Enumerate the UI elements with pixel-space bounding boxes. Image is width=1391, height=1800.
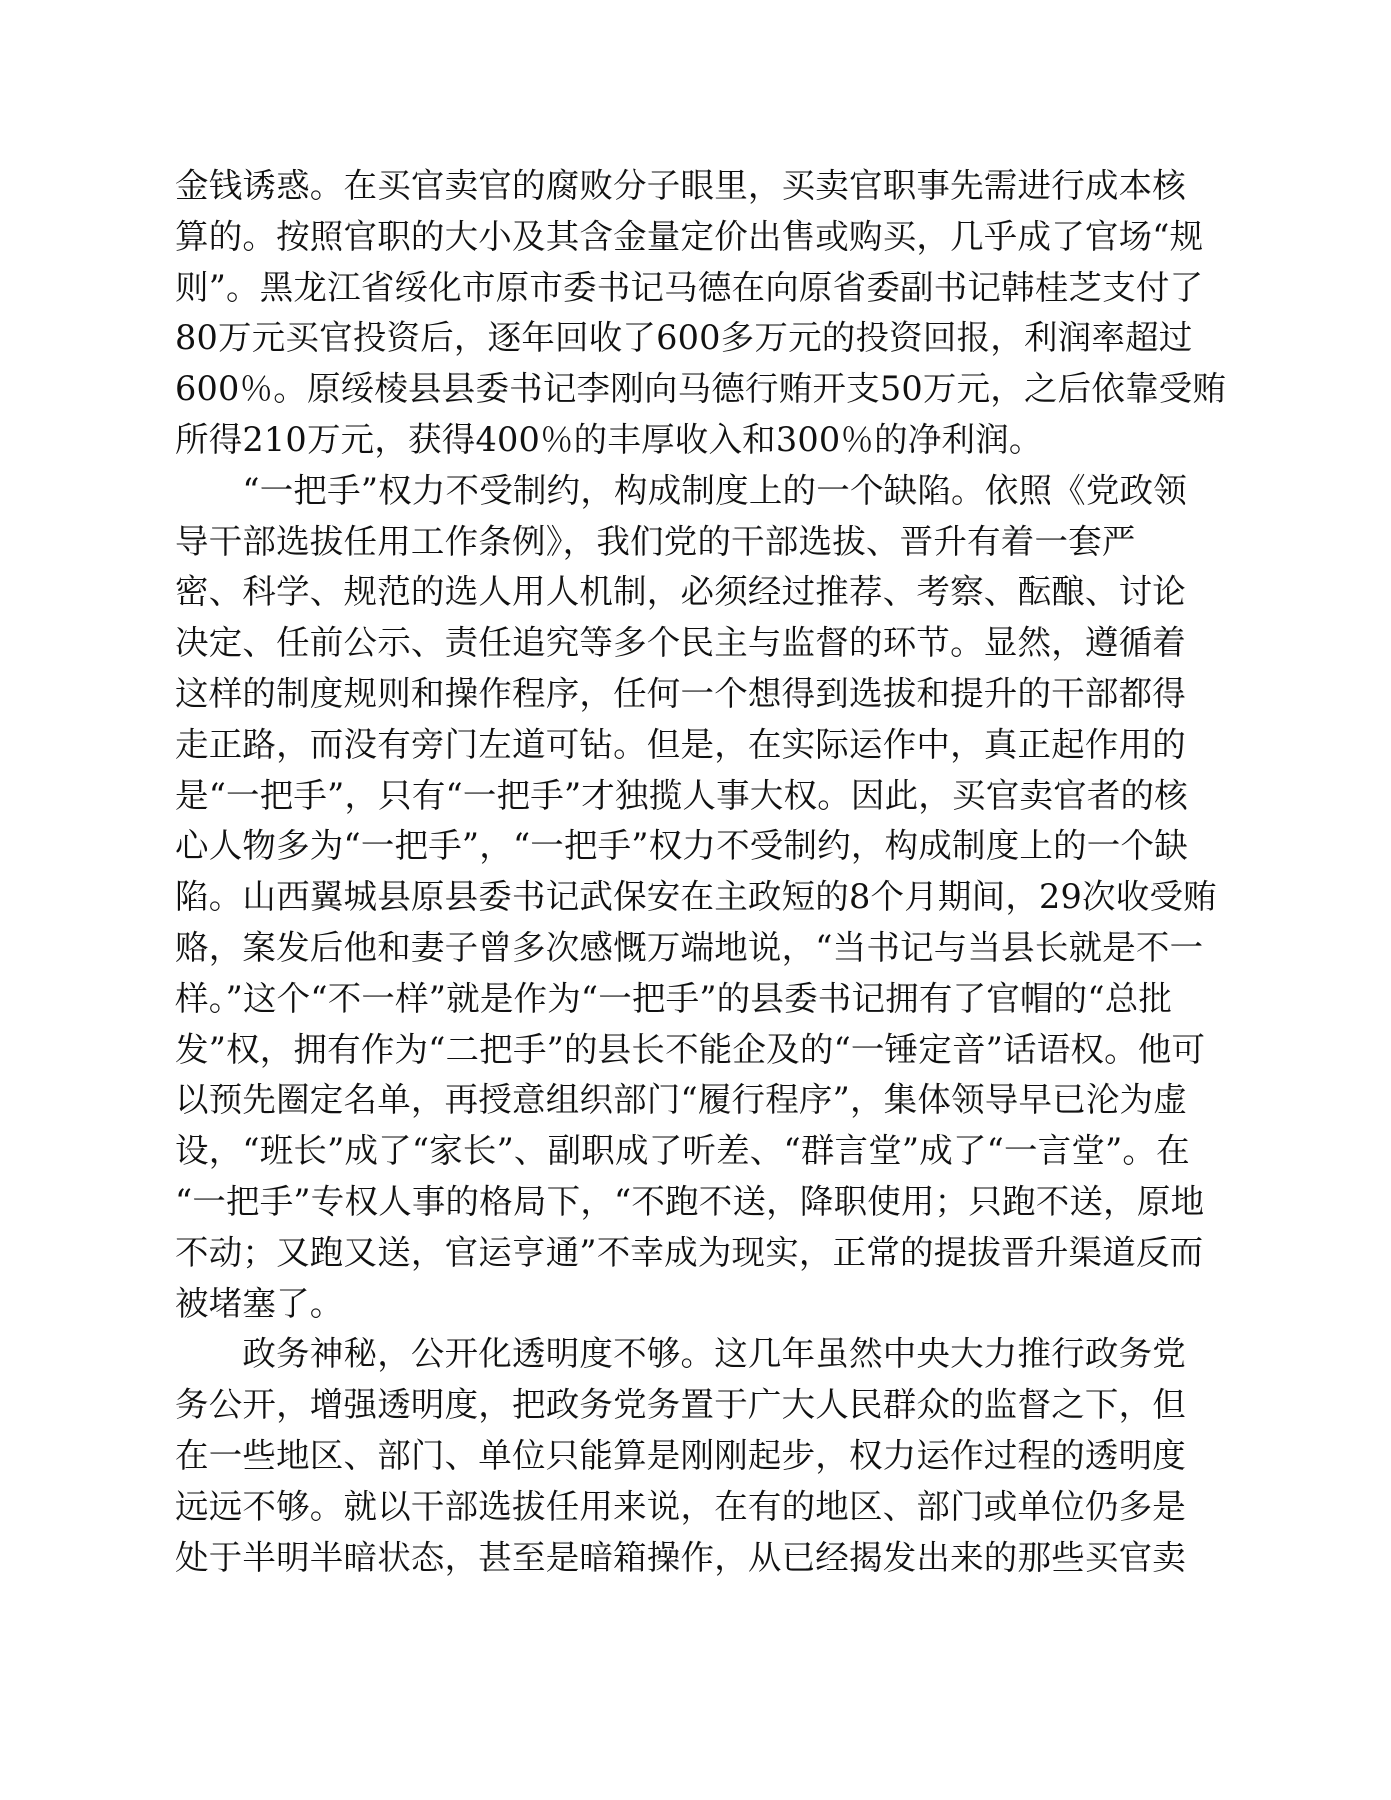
text-line: 600％。原绥棱县县委书记李刚向马德行贿开支50万元，之后依靠受贿 bbox=[175, 369, 1227, 409]
text-line: 导干部选拔任用工作条例》，我们党的干部选拔、晋升有着一套严 bbox=[175, 521, 1136, 561]
text-line: 决定、任前公示、责任追究等多个民主与监督的环节。显然，遵循着 bbox=[175, 623, 1186, 663]
paragraph-3 bbox=[175, 1329, 1225, 1583]
text-line: 远远不够。就以干部选拔任用来说，在有的地区、部门或单位仍多是 bbox=[175, 1486, 1186, 1526]
body-text bbox=[175, 161, 1225, 1583]
text-line: 则”。黑龙江省绥化市原市委书记马德在向原省委副书记韩桂芝支付了 bbox=[175, 267, 1204, 307]
text-line: 处于半明半暗状态，甚至是暗箱操作，从已经揭发出来的那些买官卖 bbox=[175, 1537, 1186, 1577]
text-line: 设，“班长”成了“家长”、副职成了听差、“群言堂”成了“一言堂”。在 bbox=[175, 1131, 1190, 1171]
text-line: 这样的制度规则和操作程序，任何一个想得到选拔和提升的干部都得 bbox=[175, 673, 1186, 713]
text-line: 80万元买官投资后，逐年回收了600多万元的投资回报，利润率超过 bbox=[175, 318, 1193, 358]
text-line: 被堵塞了。 bbox=[175, 1283, 344, 1323]
paragraph-2 bbox=[175, 466, 1225, 1330]
text-line: 赂，案发后他和妻子曾多次感慨万端地说，“当书记与当县长就是不一 bbox=[175, 927, 1204, 967]
text-line: “一把手”专权人事的格局下，“不跑不送，降职使用；只跑不送，原地 bbox=[175, 1181, 1205, 1221]
text-line: 密、科学、规范的选人用人机制，必须经过推荐、考察、酝酿、讨论 bbox=[175, 572, 1186, 612]
paragraph-1 bbox=[175, 161, 1225, 466]
text-line: 是“一把手”，只有“一把手”才独揽人事大权。因此，买官卖官者的核 bbox=[175, 775, 1188, 815]
text-line: 在一些地区、部门、单位只能算是刚刚起步，权力运作过程的透明度 bbox=[175, 1435, 1186, 1475]
text-line: 陷。山西翼城县原县委书记武保安在主政短的8个月期间，29次收受贿 bbox=[175, 877, 1217, 917]
text-line: “一把手”权力不受制约，构成制度上的一个缺陷。依照《党政领 bbox=[175, 470, 1187, 510]
text-line: 所得210万元，获得400％的丰厚收入和300％的净利润。 bbox=[175, 419, 1043, 459]
text-line: 算的。按照官职的大小及其含金量定价出售或购买，几乎成了官场“规 bbox=[175, 216, 1204, 256]
text-line: 务公开，增强透明度，把政务党务置于广大人民群众的监督之下，但 bbox=[175, 1385, 1186, 1425]
text-line: 样。”这个“不一样”就是作为“一把手”的县委书记拥有了官帽的“总批 bbox=[175, 978, 1173, 1018]
text-line: 心人物多为“一把手”，“一把手”权力不受制约，构成制度上的一个缺 bbox=[175, 826, 1188, 866]
text-line: 不动；又跑又送，官运亨通”不幸成为现实，正常的提拔晋升渠道反而 bbox=[175, 1232, 1204, 1272]
text-line: 政务神秘，公开化透明度不够。这几年虽然中央大力推行政务党 bbox=[175, 1334, 1186, 1374]
text-line: 以预先圈定名单，再授意组织部门“履行程序”，集体领导早已沦为虚 bbox=[175, 1080, 1187, 1120]
text-line: 金钱诱惑。在买官卖官的腐败分子眼里，买卖官职事先需进行成本核 bbox=[175, 166, 1186, 205]
text-line: 发”权，拥有作为“二把手”的县长不能企及的“一锤定音”话语权。他可 bbox=[175, 1029, 1206, 1069]
text-line: 走正路，而没有旁门左道可钻。但是，在实际运作中，真正起作用的 bbox=[175, 724, 1186, 764]
